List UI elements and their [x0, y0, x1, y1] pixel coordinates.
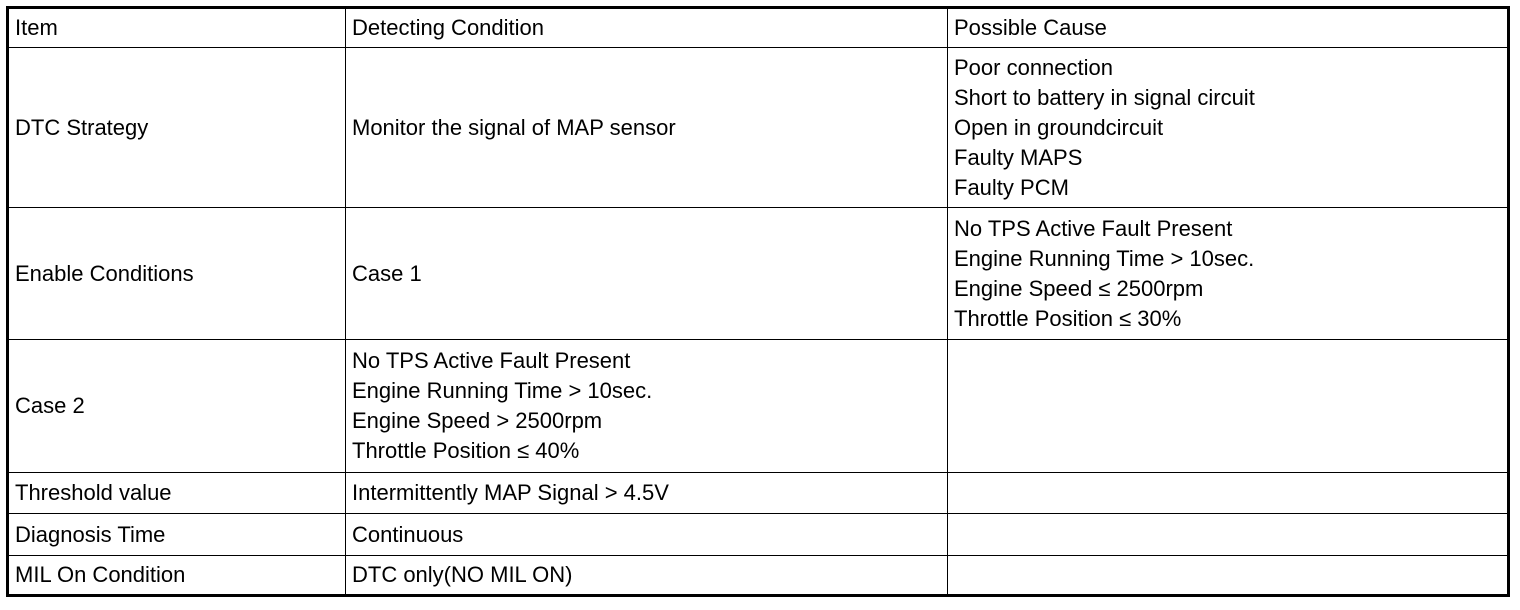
cell-cause-mil-on-condition — [948, 556, 1509, 596]
cell-causes-enable-conditions — [948, 208, 1509, 340]
cell-condition-dtc-strategy: Monitor the signal of MAP sensor — [346, 48, 948, 208]
cause-line: Poor connection — [954, 54, 1113, 80]
header-item: Item — [8, 8, 346, 48]
condition-line: Throttle Position ≤ 40% — [352, 438, 580, 463]
cell-item-enable-conditions: Enable Conditions — [8, 208, 346, 340]
cause-line: Faulty MAPS — [954, 144, 1083, 170]
cell-condition-diagnosis-time: Continuous — [346, 514, 948, 556]
cell-conditions-case-2 — [346, 340, 948, 473]
cause-line: Open in groundcircuit — [954, 114, 1164, 140]
table-row-case-2 — [8, 340, 1509, 473]
cell-condition-mil-on-condition: DTC only(NO MIL ON) — [346, 556, 948, 596]
condition-line: No TPS Active Fault Present — [352, 348, 631, 373]
cell-condition-enable-conditions: Case 1 — [346, 208, 948, 340]
cell-item-dtc-strategy: DTC Strategy — [8, 48, 346, 208]
cell-item-threshold-value: Threshold value — [8, 473, 346, 514]
cause-line: Short to battery in signal circuit — [954, 84, 1255, 110]
table-row-diagnosis-time — [8, 514, 1509, 556]
cell-cause-threshold-value — [948, 473, 1509, 514]
condition-line: Engine Speed > 2500rpm — [352, 408, 603, 433]
table-row-dtc-strategy — [8, 48, 1509, 208]
table-row-threshold-value — [8, 473, 1509, 514]
header-detecting-condition: Detecting Condition — [346, 8, 948, 48]
table-header-row — [8, 8, 1509, 48]
cell-item-case-2: Case 2 — [8, 340, 346, 473]
cell-cause-case-2 — [948, 340, 1509, 473]
cell-cause-diagnosis-time — [948, 514, 1509, 556]
cause-line: Throttle Position ≤ 30% — [954, 305, 1182, 331]
cause-line: Engine Running Time > 10sec. — [954, 245, 1255, 271]
header-possible-cause: Possible Cause — [948, 8, 1509, 48]
cause-line: Faulty PCM — [954, 174, 1069, 200]
cause-line: No TPS Active Fault Present — [954, 215, 1233, 241]
cell-causes-dtc-strategy — [948, 48, 1509, 208]
cell-item-mil-on-condition: MIL On Condition — [8, 556, 346, 596]
dtc-table — [6, 6, 1510, 597]
condition-line: Engine Running Time > 10sec. — [352, 378, 653, 403]
table-row-mil-on-condition — [8, 556, 1509, 596]
cause-line: Engine Speed ≤ 2500rpm — [954, 275, 1204, 301]
cell-item-diagnosis-time: Diagnosis Time — [8, 514, 346, 556]
cell-condition-threshold-value: Intermittently MAP Signal > 4.5V — [346, 473, 948, 514]
table-row-enable-conditions — [8, 208, 1509, 340]
